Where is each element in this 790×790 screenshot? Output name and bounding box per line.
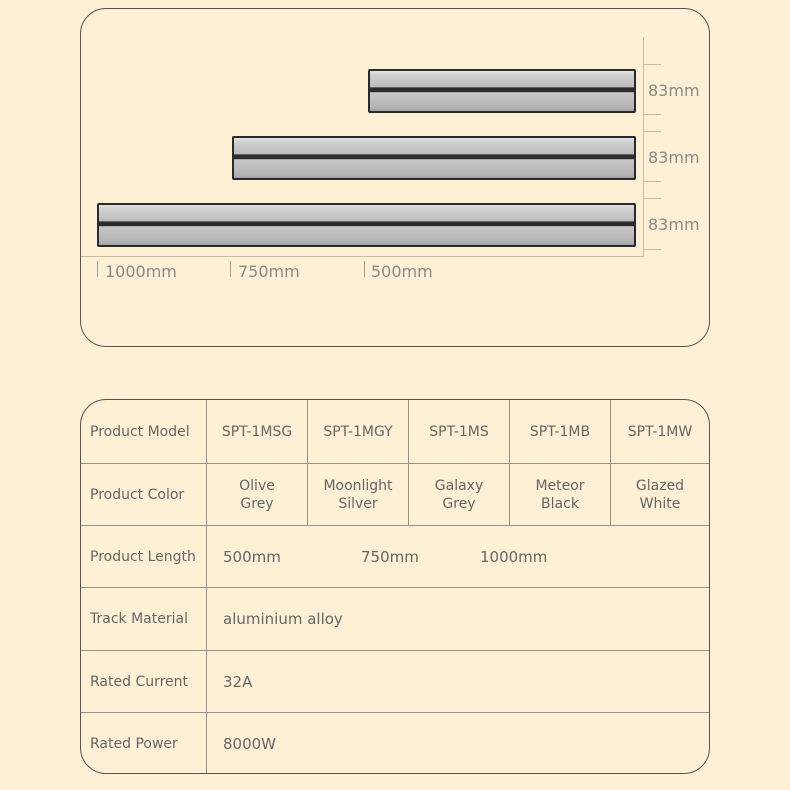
row-label: Track Material: [81, 588, 207, 650]
color-cell: Meteor Black: [510, 464, 611, 525]
height-tick: [643, 198, 661, 199]
height-label-3: 83mm: [648, 215, 700, 234]
model-cell: SPT-1MB: [510, 400, 611, 463]
length-value: 1000mm: [480, 547, 548, 566]
model-cell: SPT-1MW: [627, 423, 693, 440]
length-tick: [364, 261, 365, 277]
model-cell: SPT-1MSG: [207, 400, 308, 463]
color-cell: Galaxy Grey: [409, 464, 510, 525]
length-tick: [230, 261, 231, 277]
length-baseline: [81, 256, 644, 257]
track-bar-1000mm: [97, 203, 636, 247]
height-tick: [643, 64, 661, 65]
table-row-product-model: [81, 400, 709, 463]
row-label: Product Length: [81, 526, 207, 587]
height-tick: [643, 131, 661, 132]
height-label-1: 83mm: [648, 81, 700, 100]
length-diagram-panel: [80, 8, 710, 347]
length-label-750mm: 750mm: [238, 262, 300, 281]
model-cell: SPT-1MS: [409, 400, 510, 463]
row-label: Product Color: [81, 464, 207, 525]
length-value: 750mm: [361, 547, 419, 566]
color-cell: Olive Grey: [207, 464, 308, 525]
table-row-product-color: [81, 463, 709, 525]
table-row-product-length: [81, 525, 709, 587]
color-cell: Glazed White: [635, 477, 685, 512]
color-cell: Moonlight Silver: [308, 464, 409, 525]
length-label-1000mm: 1000mm: [105, 262, 177, 281]
row-label: Rated Power: [81, 713, 207, 774]
height-label-2: 83mm: [648, 148, 700, 167]
length-tick: [97, 261, 98, 277]
track-bar-500mm: [368, 69, 636, 113]
current-value: 32A: [223, 672, 253, 691]
height-guide-line: [643, 37, 644, 257]
height-tick: [643, 181, 661, 182]
model-cell: SPT-1MGY: [308, 400, 409, 463]
table-row-rated-current: [81, 650, 709, 712]
row-label: Rated Current: [81, 651, 207, 712]
track-bar-750mm: [232, 136, 636, 180]
material-value: aluminium alloy: [223, 610, 343, 628]
length-value: 500mm: [223, 547, 281, 566]
spec-table: [80, 399, 710, 774]
table-row-track-material: [81, 587, 709, 650]
table-row-rated-power: [81, 712, 709, 774]
row-label: Product Model: [81, 400, 207, 463]
height-tick: [643, 114, 661, 115]
length-label-500mm: 500mm: [371, 262, 433, 281]
height-tick: [643, 249, 661, 250]
power-value: 8000W: [223, 734, 277, 753]
